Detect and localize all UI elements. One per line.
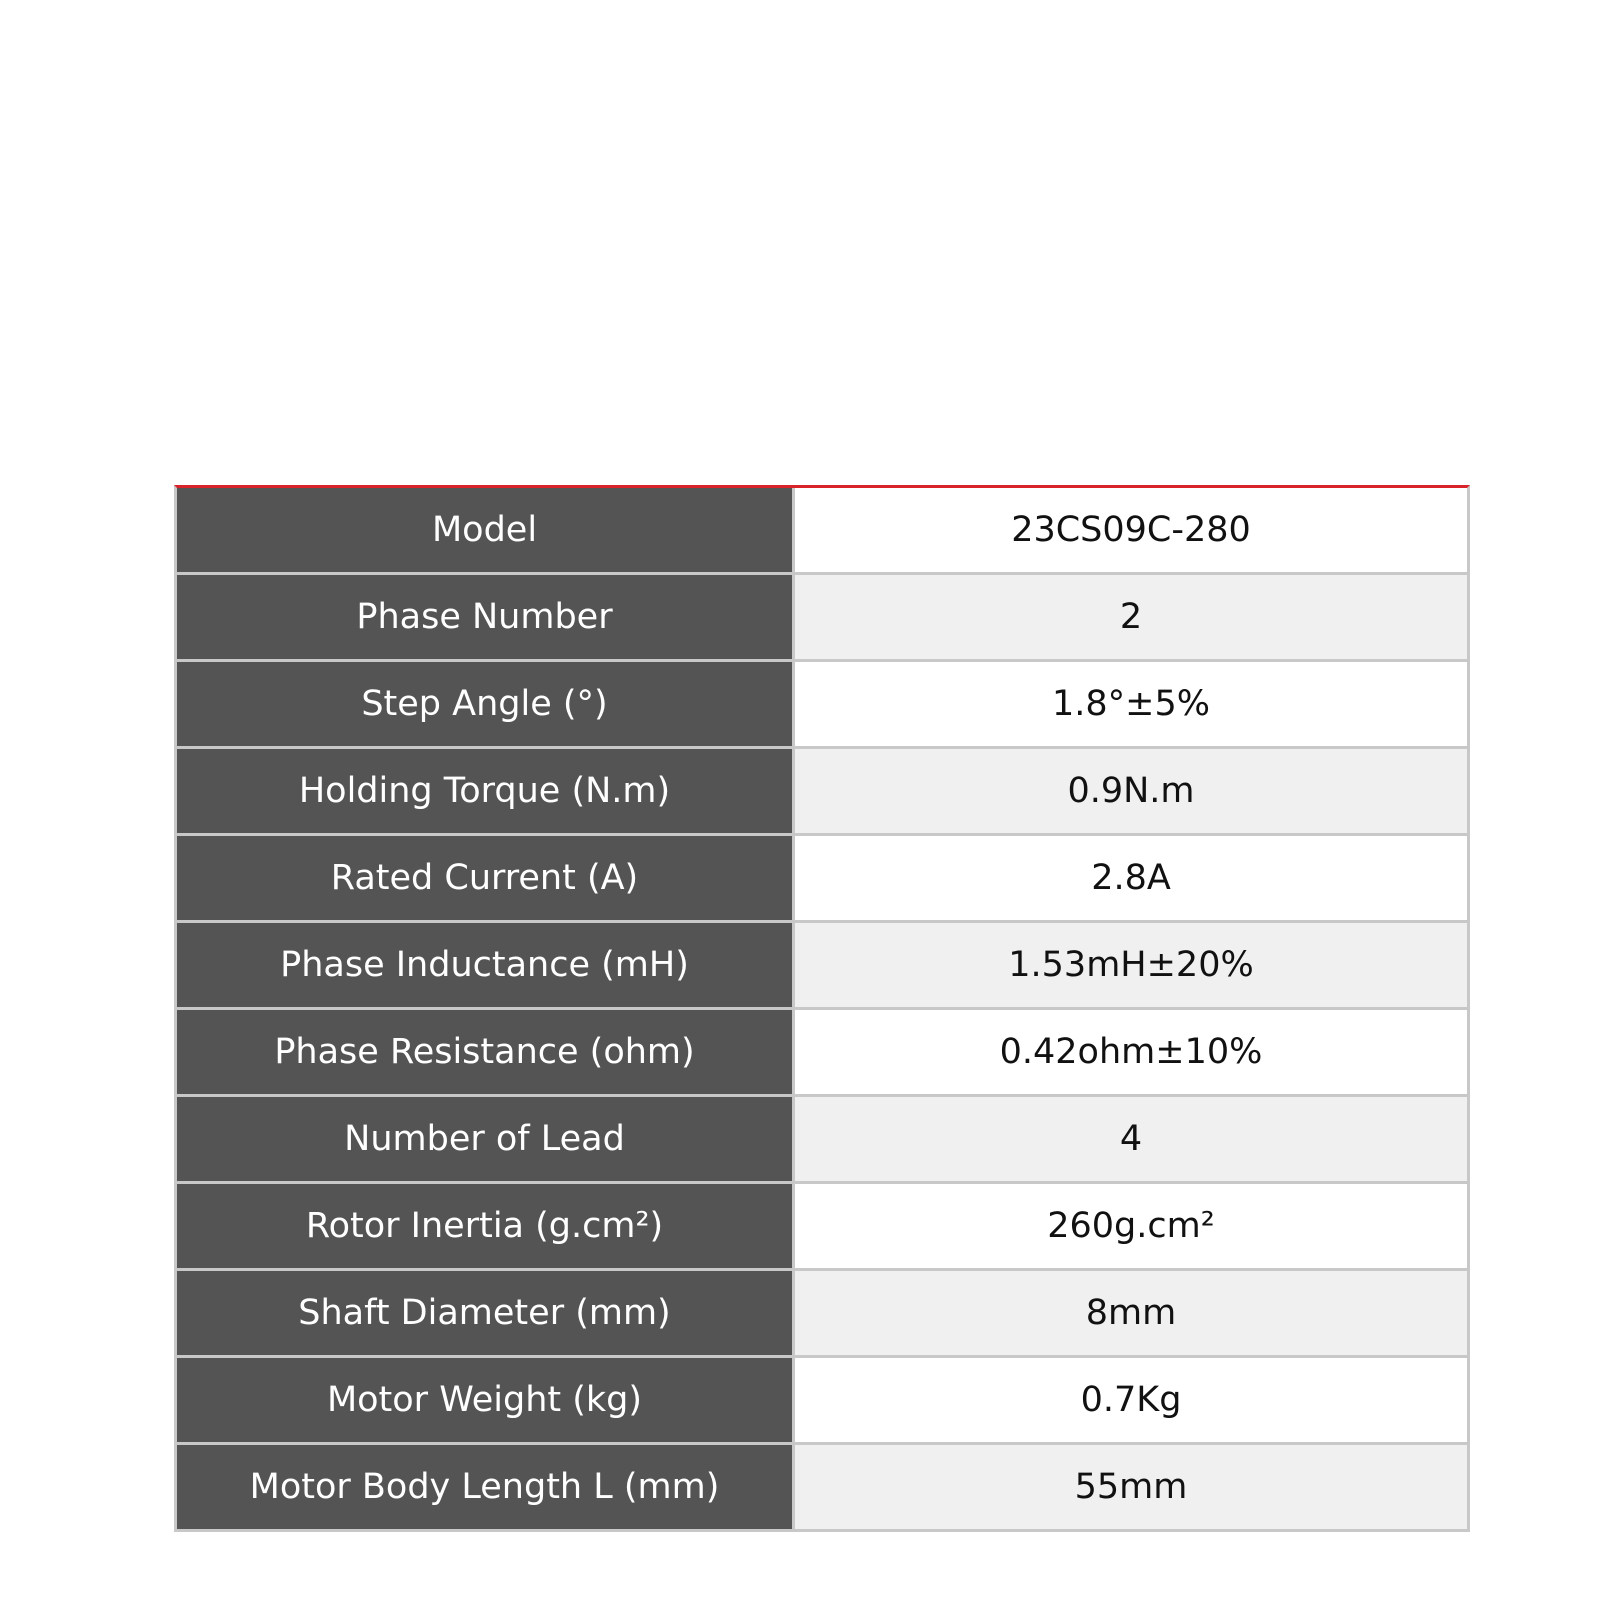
table-row xyxy=(177,1097,1467,1184)
row-value: 260g.cm² xyxy=(795,1184,1467,1268)
row-label: Motor Body Length L (mm) xyxy=(177,1445,795,1529)
row-value: 2 xyxy=(795,575,1467,659)
table-row xyxy=(177,575,1467,662)
table-row xyxy=(177,836,1467,923)
row-label: Shaft Diameter (mm) xyxy=(177,1271,795,1355)
row-value: 8mm xyxy=(795,1271,1467,1355)
row-value: 4 xyxy=(795,1097,1467,1181)
row-value: 1.53mH±20% xyxy=(795,923,1467,1007)
row-value: 0.42ohm±10% xyxy=(795,1010,1467,1094)
row-value: 1.8°±5% xyxy=(795,662,1467,746)
table-row xyxy=(177,1358,1467,1445)
table-row xyxy=(177,1184,1467,1271)
row-label: Motor Weight (kg) xyxy=(177,1358,795,1442)
row-label: Phase Inductance (mH) xyxy=(177,923,795,1007)
row-label: Phase Resistance (ohm) xyxy=(177,1010,795,1094)
row-label: Model xyxy=(177,488,795,572)
row-label: Holding Torque (N.m) xyxy=(177,749,795,833)
table-row xyxy=(177,923,1467,1010)
row-label: Rotor Inertia (g.cm²) xyxy=(177,1184,795,1268)
row-value: 55mm xyxy=(795,1445,1467,1529)
table-row xyxy=(177,662,1467,749)
row-value: 23CS09C-280 xyxy=(795,488,1467,572)
row-value: 0.9N.m xyxy=(795,749,1467,833)
row-value: 2.8A xyxy=(795,836,1467,920)
table-row xyxy=(177,1271,1467,1358)
table-row xyxy=(177,1445,1467,1529)
table-row xyxy=(177,1010,1467,1097)
table-row xyxy=(177,488,1467,575)
spec-table xyxy=(174,485,1470,1532)
table-row xyxy=(177,749,1467,836)
row-label: Rated Current (A) xyxy=(177,836,795,920)
row-value: 0.7Kg xyxy=(795,1358,1467,1442)
row-label: Phase Number xyxy=(177,575,795,659)
row-label: Number of Lead xyxy=(177,1097,795,1181)
row-label: Step Angle (°) xyxy=(177,662,795,746)
